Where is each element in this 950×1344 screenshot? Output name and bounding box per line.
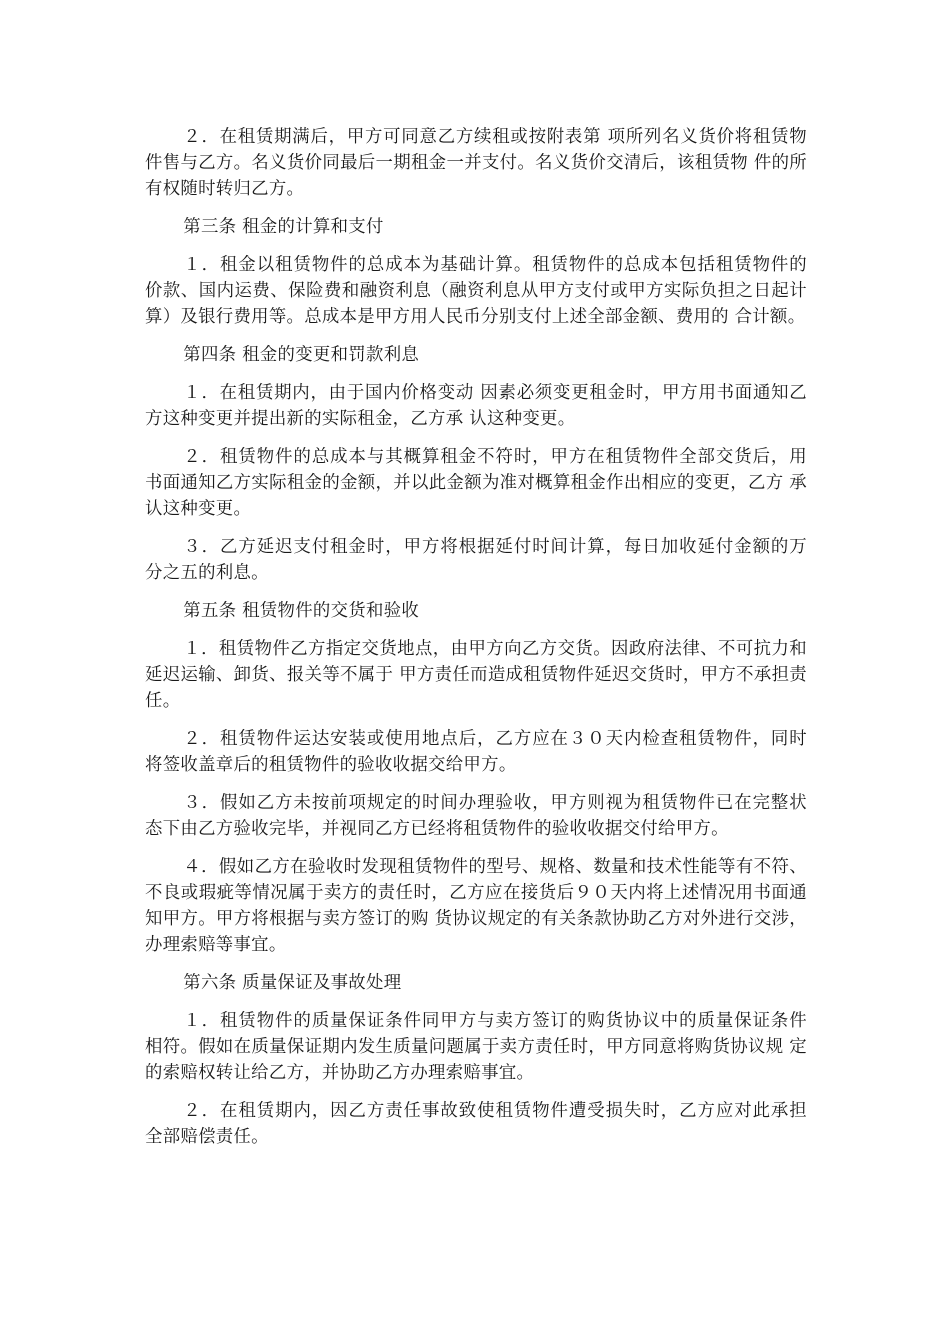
heading-article-6: 第六条 质量保证及事故处理: [183, 973, 402, 993]
paragraph-6-2-liability: ２．在租赁期内，因乙方责任事故致使租赁物件遭受损失时，乙方应对此承担 全部赔偿责任。: [145, 1101, 807, 1147]
paragraph-3-1-rent-calc: １．租金以租赁物件的总成本为基础计算。租赁物件的总成本包括租赁物件的 价款、国内运费、保险费和融资利息（融资利息从甲方支付或甲方实际负担之日起计 算）及银行费用等。总成本是甲方用人民币分别支付上述全部金额、费用的 合计额。: [145, 255, 807, 327]
paragraph-4-3-late-interest: ３．乙方延迟支付租金时，甲方将根据延付时间计算，每日加收延付金额的万 分之五的利息。: [145, 537, 807, 583]
paragraph-2-renewal: ２．在租赁期满后，甲方可同意乙方续租或按附表第 项所列名义货价将租赁物件售与乙方。名义货价同最后一期租金一并支付。名义货价交清后，该租赁物 件的所有权随时转归乙方。: [145, 127, 807, 199]
heading-article-4: 第四条 租金的变更和罚款利息: [183, 345, 420, 365]
document-page: [145, 124, 807, 1162]
paragraph-5-3-deemed-accepted: ３．假如乙方未按前项规定的时间办理验收，甲方则视为租赁物件已在完整状 态下由乙方验收完毕，并视同乙方已经将租赁物件的验收收据交付给甲方。: [145, 793, 807, 839]
paragraph-4-1-rent-change: １．在租赁期内，由于国内价格变动 因素必须变更租金时，甲方用书面通知乙方这种变更并提出新的实际租金，乙方承 认这种变更。: [145, 383, 807, 429]
paragraph-6-1-quality-guarantee: １．租赁物件的质量保证条件同甲方与卖方签订的购货协议中的质量保证条件 相符。假如在质量保证期内发生质量问题属于卖方责任时，甲方同意将购货协议规 定的索赔权转让给乙方，并协助乙方办理索赔事宜。: [145, 1011, 807, 1083]
heading-article-5: 第五条 租赁物件的交货和验收: [183, 601, 420, 621]
paragraph-5-4-defects: ４．假如乙方在验收时发现租赁物件的型号、规格、数量和技术性能等有不符、 不良或瑕疵等情况属于卖方的责任时，乙方应在接货后９０天内将上述情况用书面通知甲方。甲方将根据与卖方签订的购 货协议规定的有关条款协助乙方对外进行交涉，办理索赔等事宜。: [145, 857, 807, 955]
paragraph-4-2-cost-mismatch: ２．租赁物件的总成本与其概算租金不符时，甲方在租赁物件全部交货后，用 书面通知乙方实际租金的金额，并以此金额为准对概算租金作出相应的变更，乙方 承认这种变更。: [145, 447, 807, 519]
heading-article-3: 第三条 租金的计算和支付: [183, 217, 384, 237]
paragraph-5-1-delivery: １．租赁物件乙方指定交货地点，由甲方向乙方交货。因政府法律、不可抗力和延迟运输、卸货、报关等不属于 甲方责任而造成租赁物件延迟交货时，甲方不承担责任。: [145, 639, 807, 711]
paragraph-5-2-inspection: ２．租赁物件运达安装或使用地点后，乙方应在３０天内检查租赁物件，同时 将签收盖章后的租赁物件的验收收据交给甲方。: [145, 729, 807, 775]
